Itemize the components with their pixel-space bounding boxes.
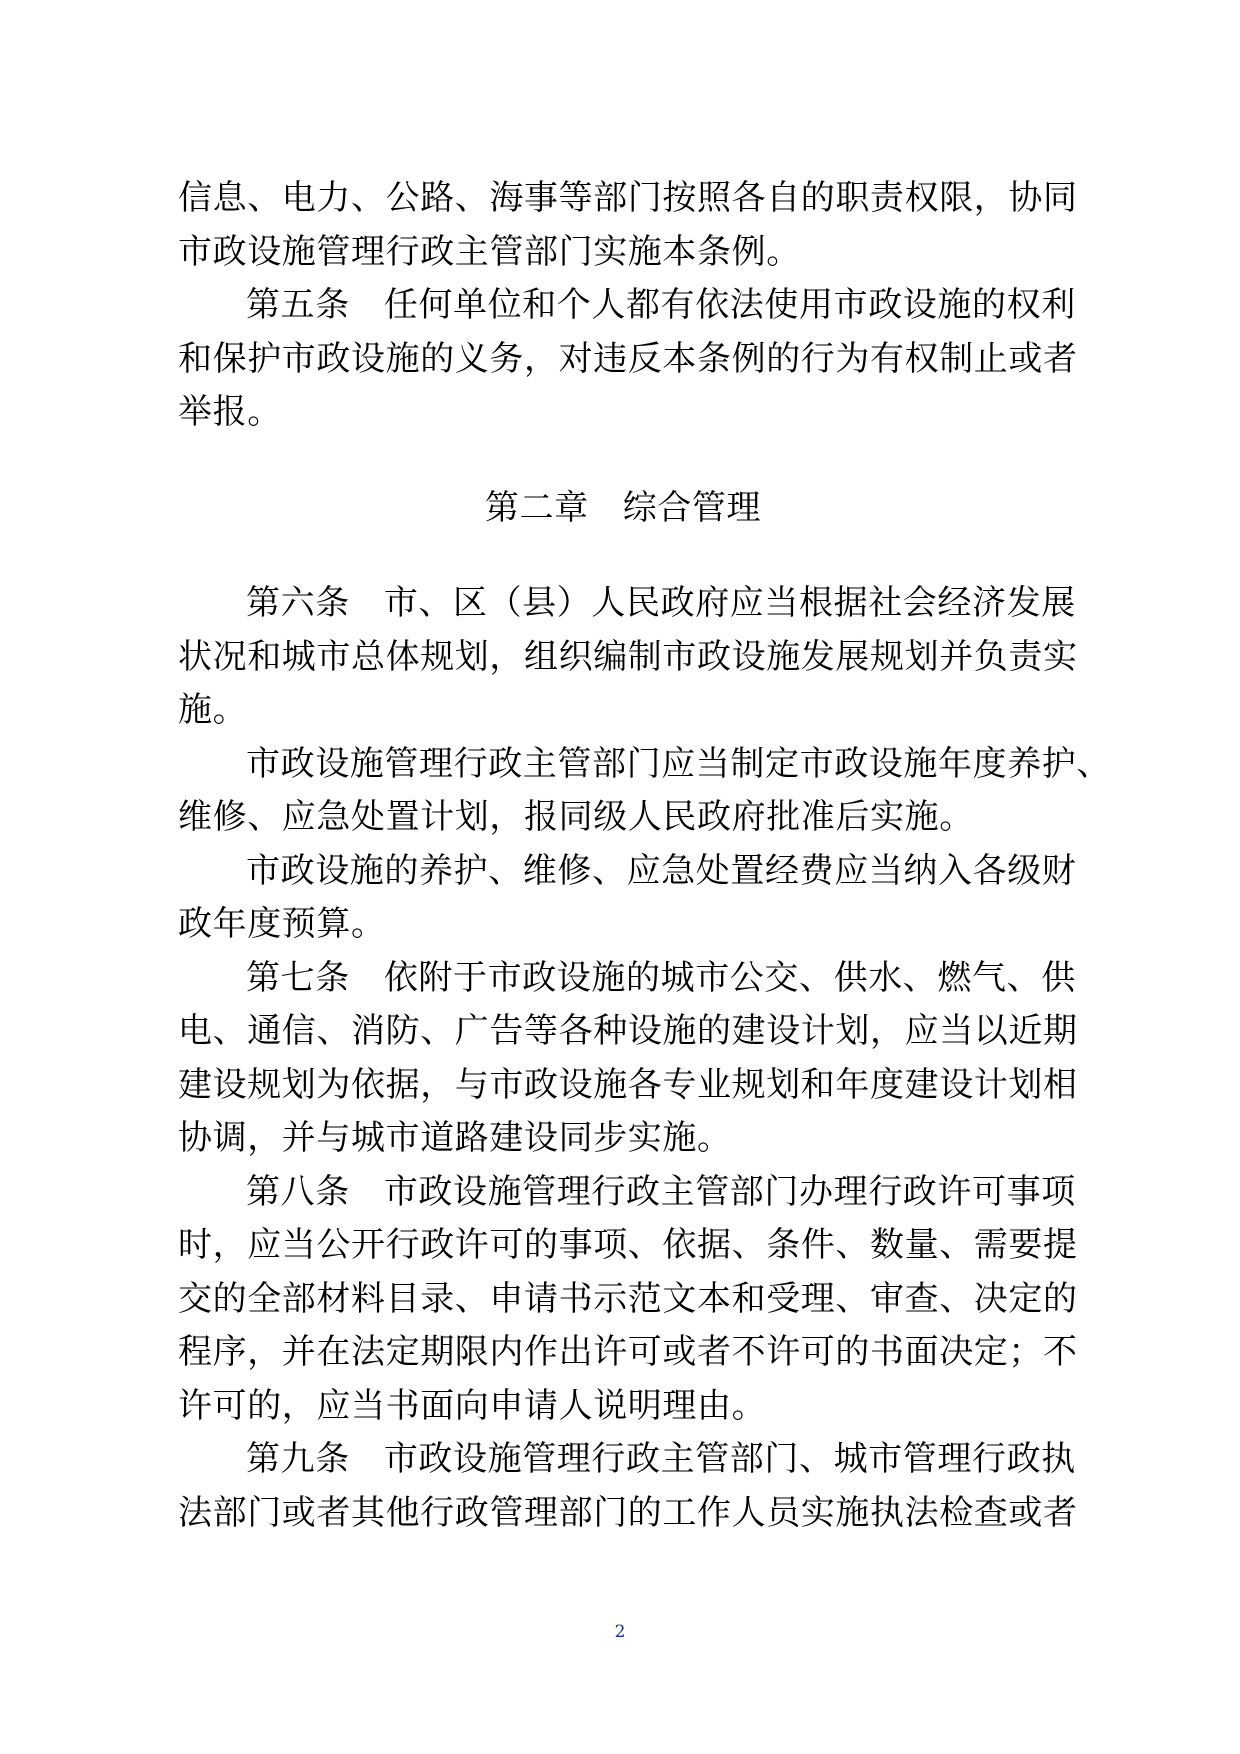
article-text: 市政设施管理行政主管部门应当制定市政设施年度养护、 [246, 743, 1111, 784]
chapter-heading [178, 482, 1068, 536]
article-text: 政年度预算。 [178, 904, 386, 944]
article-5 [178, 279, 1078, 440]
article-9 [178, 1433, 1078, 1540]
article-number: 第五条 [246, 285, 350, 325]
article-number: 第六条 [246, 583, 350, 623]
article-number: 第七条 [246, 957, 350, 998]
article-text: 交的全部材料目录、申请书示范文本和受理、审查、决定的 [178, 1278, 1078, 1319]
continuation-line: 市政设施管理行政主管部门实施本条例。 [178, 231, 801, 272]
article-text: 任何单位和个人都有依法使用市政设施的权利 [383, 285, 1076, 325]
article-6 [178, 577, 1111, 952]
continuation-line: 信息、电力、公路、海事等部门按照各自的职责权限，协同 [178, 178, 1078, 218]
article-text: 许可的，应当书面向申请人说明理由。 [178, 1385, 767, 1426]
page-number: 2 [614, 1622, 626, 1642]
article-text: 依附于市政设施的城市公交、供水、燃气、供 [383, 957, 1076, 998]
article-text: 举报。 [178, 392, 282, 432]
chapter-title: 综合管理 [622, 487, 762, 528]
article-text: 协调，并与城市道路建设同步实施。 [178, 1118, 732, 1158]
article-text: 建设规划为依据，与市政设施各专业规划和年度建设计划相 [178, 1064, 1078, 1105]
article-text: 电、通信、消防、广告等各种设施的建设计划，应当以近期 [178, 1011, 1078, 1051]
article-text: 施。 [178, 690, 248, 730]
article-text: 维修、应急处置计划，报同级人民政府批准后实施。 [178, 797, 974, 837]
article-text: 状况和城市总体规划，组织编制市政设施发展规划并负责实 [178, 636, 1078, 677]
article-text: 程序，并在法定期限内作出许可或者不许可的书面决定；不 [178, 1332, 1078, 1372]
article-7 [178, 952, 1078, 1166]
document-body [178, 172, 1111, 1540]
article-text: 市政设施管理行政主管部门办理行政许可事项 [383, 1171, 1076, 1212]
article-text: 和保护市政设施的义务，对违反本条例的行为有权制止或者 [178, 338, 1078, 379]
chapter-number: 第二章 [484, 487, 589, 528]
article-text: 时，应当公开行政许可的事项、依据、条件、数量、需要提 [178, 1225, 1078, 1265]
article-text: 市政设施管理行政主管部门、城市管理行政执 [383, 1439, 1076, 1479]
article-text: 法部门或者其他行政管理部门的工作人员实施执法检查或者 [178, 1492, 1078, 1533]
article-8 [178, 1166, 1078, 1434]
article-text: 市政设施的养护、维修、应急处置经费应当纳入各级财 [246, 850, 1077, 891]
article-number: 第八条 [246, 1171, 350, 1212]
article-text: 市、区（县）人民政府应当根据社会经济发展 [383, 583, 1076, 623]
article-number: 第九条 [246, 1439, 350, 1479]
